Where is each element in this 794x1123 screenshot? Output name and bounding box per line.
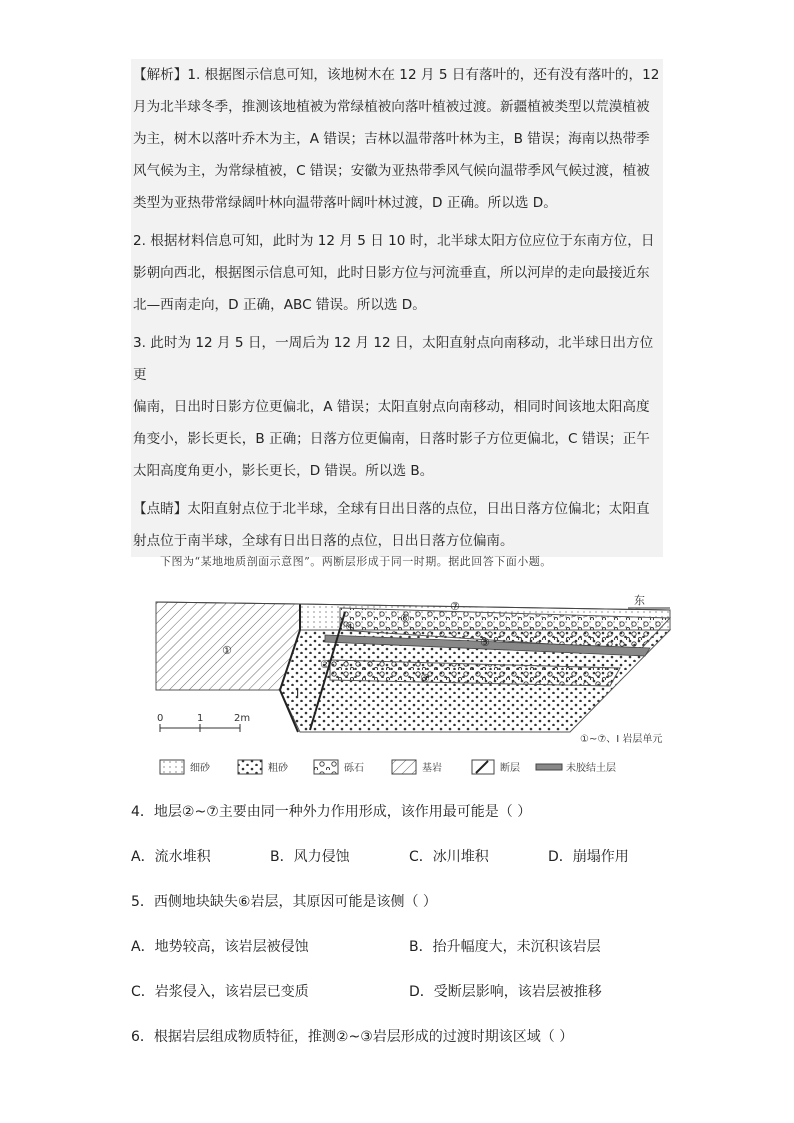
question-4-option-c[interactable]: C．冰川堆积 bbox=[409, 849, 489, 865]
legend-label: 粗砂 bbox=[268, 763, 288, 774]
scale-label: 2m bbox=[234, 713, 251, 724]
east-label: 东 bbox=[634, 594, 645, 607]
legend-label: 砾石 bbox=[344, 763, 364, 774]
legend-swatch-fine-sand bbox=[160, 760, 184, 774]
analysis-line: 影朝向西北，根据图示信息可知，此时日影方位与河流垂直，所以河岸的走向最接近东 bbox=[133, 265, 650, 281]
layer-label: ⑦ bbox=[450, 600, 460, 613]
figure-caption: 下图为“某地地质剖面示意图”。两断层形成于同一时期。据此回答下面小题。 bbox=[160, 555, 552, 568]
question-5-option-b[interactable]: B．抬升幅度大，未沉积该岩层 bbox=[409, 939, 601, 955]
analysis-line: 【解析】1. 根据图示信息可知，该地树木在 12 月 5 日有落叶的，还有没有落叶的，12 bbox=[133, 67, 660, 83]
layer-label: ⑥ bbox=[400, 612, 410, 625]
legend-label: 断层 bbox=[500, 763, 520, 774]
analysis-line: 风气候为主，为常绿植被，C 错误；安徽为亚热带季风气候向温带季风气候过渡，植被 bbox=[133, 163, 650, 179]
question-4-option-a[interactable]: A．流水堆积 bbox=[131, 849, 211, 865]
legend-note: ①~⑦、Ⅰ 岩层单元 bbox=[580, 734, 663, 745]
analysis-line: 射点位于南半球，全球有日出日落的点位，日出日落方位偏南。 bbox=[133, 533, 514, 549]
analysis-line: 为主，树木以落叶乔木为主，A 错误；吉林以温带落叶林为主，B 错误；海南以热带季 bbox=[133, 131, 650, 147]
legend-label: 细砂 bbox=[190, 763, 210, 774]
question-6-stem: 6．根据岩层组成物质特征，推测②~③岩层形成的过渡时期该区域（ ） bbox=[131, 1029, 574, 1045]
question-4-stem: 4．地层②~⑦主要由同一种外力作用形成，该作用最可能是（ ） bbox=[131, 804, 532, 820]
legend-label: 未胶结土层 bbox=[566, 763, 616, 774]
question-5-option-d[interactable]: D．受断层影响，该岩层被推移 bbox=[409, 984, 602, 1000]
question-5-stem: 5．西侧地块缺失⑥岩层，其原因可能是该侧（ ） bbox=[131, 894, 437, 910]
analysis-line: 2. 根据材料信息可知，此时为 12 月 5 日 10 时，北半球太阳方位应位于东南方位，日 bbox=[133, 233, 655, 249]
analysis-line: 北—西南走向，D 正确，ABC 错误。所以选 D。 bbox=[133, 297, 426, 313]
question-4-option-d[interactable]: D．崩塌作用 bbox=[548, 849, 629, 865]
analysis-line: 【点睛】太阳直射点位于北半球，全球有日出日落的点位，日出日落方位偏北；太阳直 bbox=[133, 501, 650, 517]
question-5-option-a[interactable]: A．地势较高，该岩层被侵蚀 bbox=[131, 939, 309, 955]
legend-label: 基岩 bbox=[422, 763, 442, 774]
analysis-line: 3. 此时为 12 月 5 日，一周后为 12 月 12 日，太阳直射点向南移动，北半球日出方位更 bbox=[133, 335, 654, 383]
layer-label: ③ bbox=[420, 672, 430, 685]
analysis-line: 月为北半球冬季，推测该地植被为常绿植被向落叶植被过渡。新疆植被类型以荒漠植被 bbox=[133, 99, 650, 115]
legend-swatch-unconsolidated bbox=[536, 764, 562, 770]
analysis-line: 角变小，影长更长，B 正确；日落方位更偏南，日落时影子方位更偏北，C 错误；正午 bbox=[133, 431, 650, 447]
legend-swatch-gravel bbox=[314, 760, 338, 774]
analysis-line: 类型为亚热带常绿阔叶林向温带落叶阔叶林过渡，D 正确。所以选 D。 bbox=[133, 195, 557, 211]
legend-swatch-coarse-sand bbox=[238, 760, 262, 774]
scale-label: 1 bbox=[197, 713, 204, 724]
legend-swatch-bedrock bbox=[392, 760, 416, 774]
layer-label: ④ bbox=[345, 620, 355, 633]
analysis-block bbox=[131, 59, 663, 557]
layer-label: Ⅰ bbox=[296, 686, 300, 699]
scale-label: 0 bbox=[157, 713, 164, 724]
geologic-section-figure bbox=[150, 590, 690, 789]
analysis-line: 太阳高度角更小，影长更长，D 错误。所以选 B。 bbox=[133, 463, 434, 479]
question-4-option-b[interactable]: B．风力侵蚀 bbox=[270, 849, 350, 865]
analysis-line: 偏南，日出时日影方位更偏北，A 错误；太阳直射点向南移动，相同时间该地太阳高度 bbox=[133, 399, 650, 415]
layer-label: ⑤ bbox=[480, 636, 490, 649]
question-5-option-c[interactable]: C．岩浆侵入，该岩层已变质 bbox=[131, 984, 309, 1000]
layer-label: ① bbox=[222, 644, 232, 657]
layer-label: ② bbox=[320, 658, 330, 671]
